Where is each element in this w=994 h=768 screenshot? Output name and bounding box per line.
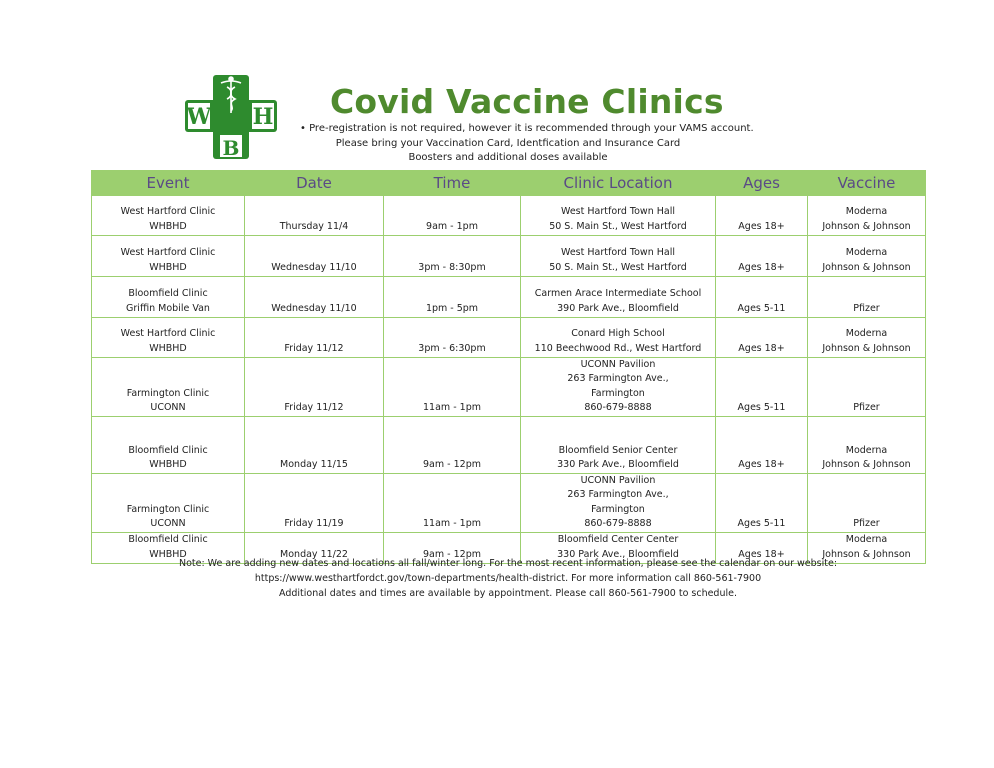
cell-ages: Ages 18+ [716, 417, 808, 474]
cell-location [521, 474, 716, 533]
column-header-date: Date [245, 171, 384, 196]
cell-date: Monday 11/22 [245, 533, 384, 564]
cell-date: Friday 11/12 [245, 318, 384, 358]
cell-event-line: WHBHD [149, 261, 187, 273]
cell-time: 11am - 1pm [384, 474, 521, 533]
cell-event-line: Farmington Clinic [126, 387, 210, 399]
column-header-location: Clinic Location [521, 171, 716, 196]
table-row [92, 417, 926, 474]
cell-location-line: 330 Park Ave., Bloomfield [557, 458, 679, 470]
cell-location-line: 330 Park Ave., Bloomfield [557, 548, 679, 560]
cell-ages: Ages 18+ [716, 318, 808, 358]
column-header-event: Event [92, 171, 245, 196]
cell-event [92, 277, 245, 318]
cell-event [92, 236, 245, 277]
cell-date: Thursday 11/4 [245, 196, 384, 236]
cell-ages: Ages 5-11 [716, 358, 808, 417]
cell-location-line: West Hartford Town Hall [561, 247, 675, 259]
cell-time: 9am - 12pm [384, 533, 521, 564]
table-row [92, 277, 926, 318]
cell-event-line: UCONN [150, 518, 186, 530]
cell-vaccine-line: Moderna [845, 534, 888, 546]
cell-event-line: Bloomfield Clinic [128, 288, 208, 300]
cell-location [521, 236, 716, 277]
cell-ages: Ages 18+ [716, 196, 808, 236]
cell-vaccine [808, 277, 926, 318]
cell-location-line: West Hartford Town Hall [561, 206, 675, 218]
cell-event [92, 417, 245, 474]
cell-event-line: WHBHD [149, 458, 187, 470]
cell-event-line: WHBHD [149, 220, 187, 232]
cell-location-line: Carmen Arace Intermediate School [534, 288, 702, 300]
cell-date: Monday 11/15 [245, 417, 384, 474]
cell-location-line: 263 Farmington Ave., [567, 489, 669, 501]
cell-event-line: West Hartford Clinic [120, 247, 216, 259]
cell-location [521, 358, 716, 417]
cell-vaccine-line: Moderna [845, 247, 888, 259]
cell-vaccine-line: Moderna [845, 206, 888, 218]
cell-event [92, 318, 245, 358]
cell-vaccine-line: Moderna [845, 328, 888, 340]
cell-event-line: West Hartford Clinic [120, 328, 216, 340]
cell-location-line: Conard High School [571, 328, 665, 340]
logo-letter-w: W [186, 104, 212, 130]
cell-location-line: 50 S. Main St., West Hartford [549, 220, 687, 232]
cell-vaccine [808, 196, 926, 236]
cell-event-line: Bloomfield Clinic [128, 534, 208, 546]
table-row [92, 318, 926, 358]
footer-appointment-line: Additional dates and times are available by appointment. Please call 860-561-7900 to schedule. [278, 588, 737, 599]
cell-time: 11am - 1pm [384, 358, 521, 417]
boosters-note: Boosters and additional doses available [408, 152, 608, 163]
cell-ages: Ages 18+ [716, 236, 808, 277]
cell-location [521, 277, 716, 318]
cell-vaccine-line: Johnson & Johnson [822, 458, 911, 470]
cell-vaccine-line: Johnson & Johnson [822, 261, 911, 273]
cell-location [521, 196, 716, 236]
cell-vaccine [808, 417, 926, 474]
cell-vaccine-line: Moderna [845, 444, 888, 456]
cell-time: 9am - 12pm [384, 417, 521, 474]
cell-location-line: UCONN Pavilion [580, 475, 656, 487]
cell-time: 1pm - 5pm [384, 277, 521, 318]
cell-event-line: WHBHD [149, 342, 187, 354]
cell-location-line: Bloomfield Senior Center [558, 444, 678, 456]
cell-event-line: Griffin Mobile Van [126, 302, 210, 314]
cell-event [92, 196, 245, 236]
cell-vaccine-line: Johnson & Johnson [822, 342, 911, 354]
cell-location-line: UCONN Pavilion [580, 359, 656, 370]
logo-cross-graphic [183, 73, 279, 161]
column-header-ages: Ages [716, 171, 808, 196]
table-body [92, 196, 926, 564]
cell-event-line: UCONN [150, 401, 186, 413]
table-row [92, 358, 926, 417]
table-row [92, 474, 926, 533]
cell-date: Wednesday 11/10 [245, 277, 384, 318]
cell-location [521, 318, 716, 358]
column-header-vaccine: Vaccine [808, 171, 926, 196]
cell-date: Friday 11/12 [245, 358, 384, 417]
cell-vaccine-line: Johnson & Johnson [822, 548, 911, 560]
page-title: Covid Vaccine Clinics [330, 82, 724, 121]
table-row [92, 236, 926, 277]
cell-ages: Ages 5-11 [716, 474, 808, 533]
footer-website-line: https://www.westhartfordct.gov/town-departments/health-district. For more information call 860-561-7900 [254, 573, 762, 584]
cell-location [521, 417, 716, 474]
table-row [92, 196, 926, 236]
cell-event-line: Bloomfield Clinic [128, 444, 208, 456]
cell-time: 3pm - 8:30pm [384, 236, 521, 277]
cell-time: 3pm - 6:30pm [384, 318, 521, 358]
cell-vaccine [808, 474, 926, 533]
cell-date: Wednesday 11/10 [245, 236, 384, 277]
cell-location-line: 110 Beechwood Rd., West Hartford [534, 342, 702, 354]
table-header-row [92, 171, 926, 196]
preregistration-note: • Pre-registration is not required, however it is recommended through your VAMS account. [300, 123, 754, 134]
cell-vaccine-line: Pfizer [853, 401, 880, 413]
cell-location-line: 390 Park Ave., Bloomfield [557, 302, 679, 314]
cell-ages: Ages 5-11 [716, 277, 808, 318]
cell-date: Friday 11/19 [245, 474, 384, 533]
cell-event [92, 474, 245, 533]
cell-vaccine [808, 236, 926, 277]
clinic-schedule-table [91, 170, 926, 564]
cell-vaccine [808, 358, 926, 417]
cell-time: 9am - 1pm [384, 196, 521, 236]
logo-letter-b: B [222, 136, 240, 160]
bring-cards-note: Please bring your Vaccination Card, Identfication and Insurance Card [335, 138, 681, 149]
column-header-time: Time [384, 171, 521, 196]
cell-event-line: WHBHD [149, 548, 187, 560]
cell-location-line: Farmington [591, 387, 645, 399]
cell-ages: Ages 18+ [716, 533, 808, 564]
cell-vaccine-line: Pfizer [853, 302, 880, 314]
logo-letter-h: H [252, 104, 274, 130]
cell-location-line: Farmington [591, 503, 645, 515]
cell-location-line: 860-679-8888 [584, 401, 652, 413]
cell-location-line: Bloomfield Center Center [557, 534, 679, 546]
cell-event-line: West Hartford Clinic [120, 206, 216, 218]
cell-vaccine-line: Pfizer [853, 518, 880, 530]
footer-note-line1: Note: We are adding new dates and locations all fall/winter long. For the most recent information, please see the calendar on our website: [178, 558, 838, 569]
cell-vaccine [808, 318, 926, 358]
cell-vaccine-line: Johnson & Johnson [822, 220, 911, 232]
cell-event [92, 358, 245, 417]
cell-location-line: 50 S. Main St., West Hartford [549, 261, 687, 273]
cell-event-line: Farmington Clinic [126, 503, 210, 515]
whbhd-logo [183, 73, 279, 161]
cell-location-line: 860-679-8888 [584, 518, 652, 530]
cell-location-line: 263 Farmington Ave., [567, 373, 669, 385]
